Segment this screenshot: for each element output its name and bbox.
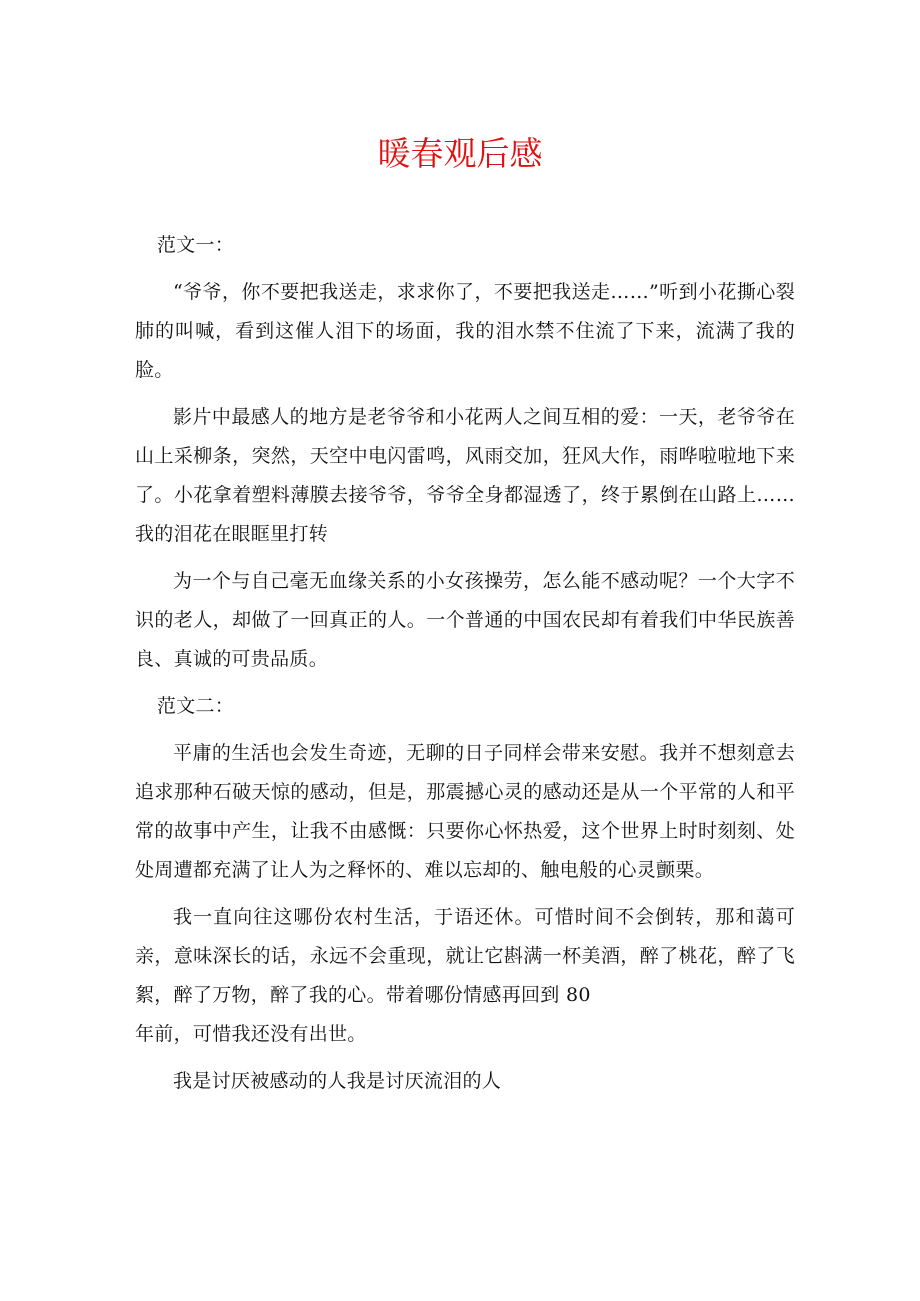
document-body (135, 226, 795, 1109)
section-label-1: 范文一： (156, 234, 235, 256)
paragraph: 平庸的生活也会发生奇迹，无聊的日子同样会带来安慰。我并不想刻意去追求那种石破天惊的感动，但是，那震撼心灵的感动还是从一个平常的人和平常的故事中产生，让我不由感慨：只要你心怀热爱，这个世界上时时刻刻、处处周遭都充满了让人为之释怀的、难以忘却的、触电般的心灵颤栗。 (135, 742, 795, 881)
paragraph: 影片中最感人的地方是老爷爷和小花两人之间互相的爱：一天，老爷爷在山上采柳条，突然，天空中电闪雷鸣，风雨交加，狂风大作，雨哗啦啦地下来了。小花拿着塑料薄膜去接爷爷，爷爷全身都湿透了，终于累倒在山路上……我的泪花在眼眶里打转 (135, 406, 795, 545)
paragraph: 为一个与自己毫无血缘关系的小女孩操劳，怎么能不感动呢？一个大字不识的老人，却做了一回真正的人。一个普通的中国农民却有着我们中华民族善良、真诚的可贵品质。 (135, 570, 795, 670)
paragraph: “爷爷，你不要把我送走，求求你了，不要把我送走……”听到小花撕心裂肺的叫喊，看到这催人泪下的场面，我的泪水禁不住流了下来，流满了我的脸。 (135, 281, 795, 381)
document-title: 暖春观后感 (377, 134, 543, 173)
paragraph: 我一直向往这哪份农村生活，于语还休。可惜时间不会倒转，那和蔼可亲，意味深长的话，永远不会重现，就让它斟满一杯美酒，醉了桃花，醉了飞絮，醉了万物，醉了我的心。带着哪份情感再回到 80 (135, 906, 795, 1006)
paragraph: 我是讨厌被感动的人我是讨厌流泪的人 (173, 1070, 502, 1092)
section-label-2: 范文二： (156, 695, 235, 717)
paragraph-continuation: 年前，可惜我还没有出世。 (135, 1023, 367, 1045)
